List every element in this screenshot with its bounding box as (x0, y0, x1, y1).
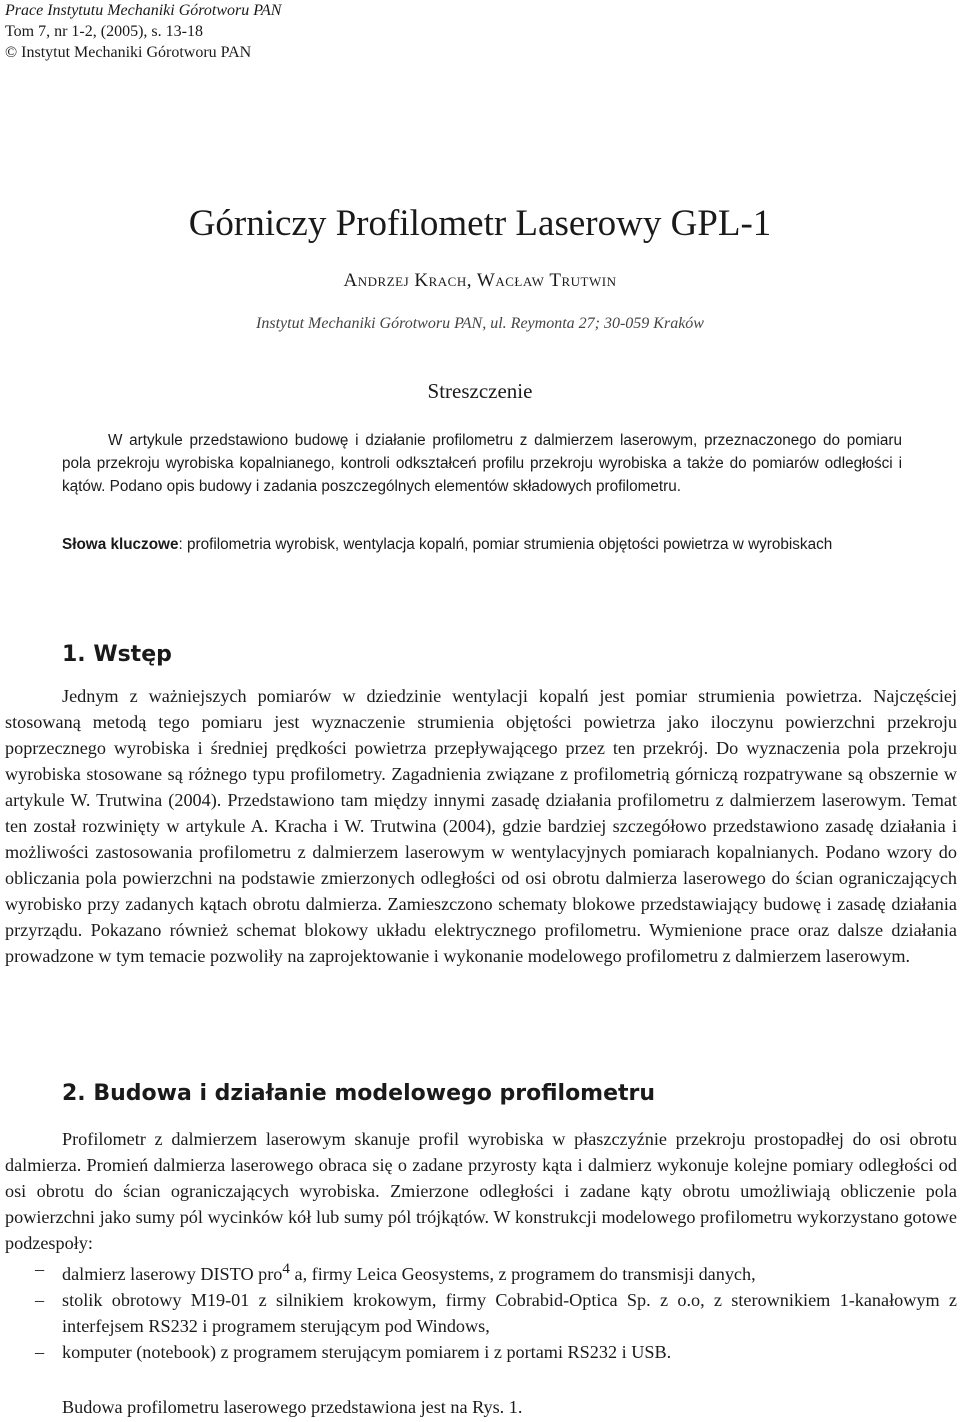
paper-title: Górniczy Profilometr Laserowy GPL-1 (188, 203, 772, 244)
component-list (5, 1256, 957, 1365)
list-item: – komputer (notebook) z programem sterującym pomiarem i z portami RS232 i USB. (5, 1339, 957, 1365)
keywords-text: : profilometria wyrobisk, wentylacja kopalń, pomiar strumienia objętości powietrza w wyrobiskach (178, 536, 833, 553)
journal-volume: Tom 7, nr 1-2, (2005), s. 13-18 (5, 23, 203, 40)
list-item: – dalmierz laserowy DISTO pro$^4$ a, firmy Leica Geosystems, z programem do transmisji danych, (5, 1256, 957, 1287)
copyright-line: © Instytut Mechaniki Górotworu PAN (5, 44, 252, 61)
section-2-body (5, 1126, 957, 1365)
journal-name: Prace Instytutu Mechaniki Górotworu PAN (5, 2, 282, 19)
abstract-text: W artykule przedstawiono budowę i działanie profilometru z dalmierzem laserowym, przeznaczonego do pomiaru pola przekroju wyrobiska kopalnianego, kontroli odkształceń profilu przekroju wyrobiska a także do pomiarów odległości i kątów. Podano opis budowy i zadania poszczególnych elementów składowych profilometru. (62, 432, 902, 495)
journal-header (5, 0, 281, 63)
section-1-body (5, 683, 957, 969)
paper-affiliation: Instytut Mechaniki Górotworu PAN, ul. Reymonta 27; 30-059 Kraków (256, 315, 704, 332)
section-2-paragraph: Profilometr z dalmierzem laserowym skanuje profil wyrobiska w płaszczyźnie przekroju prostopadłej do osi obrotu dalmierza. Promień dalmierza laserowego obraca się o zadane przyrosty kąta i dalmierz wykonuje kolejne pomiary odległości od osi obrotu do ścian ograniczających wyrobiska. Zmierzone odległości i zadane kąty obrotu umożliwiają obliczenie pola powierzchni jako sumy pól wycinków kół lub sumy pól trójkątów. W konstrukcji modelowego profilometru wykorzystano gotowe podzespoły: (5, 1129, 957, 1253)
list-item: – stolik obrotowy M19-01 z silnikiem krokowym, firmy Cobrabid-Optica Sp. z o.o, z sterownikiem 1-kanałowym z interfejsem RS232 i programem sterującym pod Windows, (5, 1287, 957, 1339)
keywords (62, 533, 942, 556)
section-2-heading: 2. Budowa i działanie modelowego profilometru (62, 1081, 656, 1106)
section-1-paragraph: Jednym z ważniejszych pomiarów w dziedzinie wentylacji kopalń jest pomiar strumienia powietrza. Najczęściej stosowaną metodą tego pomiaru jest wyznaczenie strumienia objętości powietrza jako iloczynu powierzchni przekroju poprzecznego wyrobiska i średniej prędkości powietrza przepływającego przez ten przekrój. Do wyznaczenia pola przekroju wyrobiska stosowane są różnego typu profilometry. Zagadnienia związane z profilometrią górniczą rozpatrywane są obszernie w artykule W. Trutwina (2004). Przedstawiono tam między innymi zasadę działania profilometru z dalmierzem laserowym. Temat ten został rozwinięty w artykule A. Kracha i W. Trutwina (2004), gdzie bardziej szczegółowo przedstawiono zasadę działania i możliwości zastosowania profilometru z dalmierzem laserowym w wentylacyjnych pomiarach kopalnianych. Podano wzory do obliczania pola powierzchni na podstawie zmierzonych odległości od osi obrotu dalmierza laserowego do ścian ograniczających wyrobisko przy zadanych kątach obrotu dalmierza. Zamieszczono schematy blokowe przedstawiający budowę i zasadę działania przyrządu. Pokazano również schemat blokowy układu elektrycznego profilometru. Wymienione prace oraz dalsze działania prowadzone w tym temacie pozwoliły na zaprojektowanie i wykonanie modelowego profilometru z dalmierzem laserowym. (5, 686, 957, 966)
paper-authors: Andrzej Krach, Wacław Trutwin (343, 270, 617, 291)
section-1-heading: 1. Wstęp (62, 642, 172, 667)
keywords-label: Słowa kluczowe (62, 536, 179, 553)
figure-reference: Budowa profilometru laserowego przedstawiona jest na Rys. 1. (62, 1397, 523, 1417)
abstract-heading: Streszczenie (427, 379, 533, 403)
